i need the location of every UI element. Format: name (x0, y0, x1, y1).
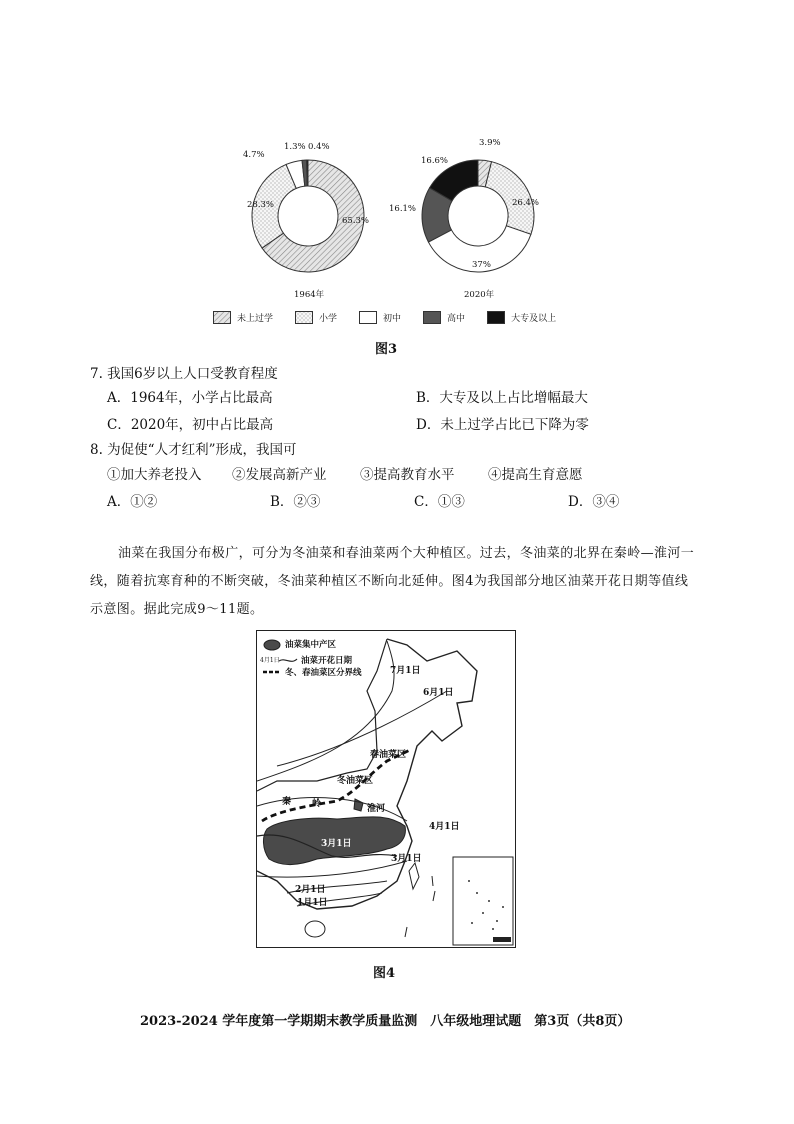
legend-item (487, 311, 556, 324)
q8-stem: 8. 为促使“人才红利”形成，我国可 (90, 442, 297, 458)
label-1964-65.3: 65.3% (342, 216, 370, 226)
q7-option-d: D．未上过学占比已下降为零 (416, 417, 589, 433)
legend-line-sample: 4月1日 (260, 657, 280, 664)
q8-item-4: ④提高生育意愿 (488, 467, 583, 483)
q8-option-a: A．①② (107, 494, 158, 510)
donut-slice (307, 160, 308, 186)
q7-option-a: A．1964年，小学占比最高 (107, 390, 273, 406)
label-2020-16.6: 16.6% (421, 156, 449, 166)
figure4-caption: 图4 (373, 966, 396, 981)
q7-option-c: C．2020年，初中占比最高 (107, 417, 274, 433)
figure4-map (256, 630, 516, 948)
label-mar1-coast: 3月1日 (391, 854, 422, 864)
label-jun1: 6月1日 (423, 688, 454, 698)
legend-boundary: 冬、春油菜区分界线 (285, 668, 362, 678)
map-drawing (257, 631, 515, 947)
legend-item (423, 311, 465, 324)
passage-line-2: 线，随着抗寒育种的不断突破，冬油菜种植区不断向北延伸。图4为我国部分地区油菜开花日期等值线 (90, 574, 689, 589)
legend-line: 油菜开花日期 (301, 656, 353, 666)
q8-item-1: ①加大养老投入 (107, 467, 202, 483)
label-2020-16.1: 16.1% (389, 204, 417, 214)
page-footer: 2023-2024 学年度第一学期期末教学质量监测 八年级地理试题 第3页（共8页） (140, 1014, 631, 1029)
label-1964-4.7: 4.7% (243, 150, 265, 160)
legend-label: 高中 (447, 314, 466, 324)
year-2020: 2020年 (464, 290, 495, 300)
q7-option-b: B．大专及以上占比增幅最大 (416, 390, 588, 406)
label-mar1-inland: 3月1日 (321, 839, 352, 849)
q8-option-b: B．②③ (270, 494, 321, 510)
q7-stem: 7. 我国6岁以上人口受教育程度 (90, 366, 278, 382)
passage-line-1: 油菜在我国分布极广，可分为冬油菜和春油菜两个大种植区。过去，冬油菜的北界在秦岭—淮河一 (118, 546, 695, 561)
label-ling: 岭 (312, 799, 322, 809)
legend-label: 未上过学 (237, 314, 274, 324)
label-huaihe: 淮河 (367, 804, 386, 814)
label-1964-1.3: 1.3% (284, 142, 306, 152)
label-2020-26.4: 26.4% (512, 198, 540, 208)
label-jan1: 1月1日 (297, 898, 328, 908)
label-qin: 秦 (282, 797, 292, 807)
donut-2020 (422, 160, 534, 272)
legend-swatch-gray (423, 311, 441, 324)
label-1964-0.4: 0.4% (308, 142, 330, 152)
legend-area: 油菜集中产区 (285, 640, 337, 650)
legend-label: 初中 (383, 314, 402, 324)
figure3-caption: 图3 (375, 342, 398, 357)
passage-line-3: 示意图。据此完成9～11题。 (90, 602, 264, 617)
label-2020-3.9: 3.9% (479, 138, 501, 148)
figure3-legend (213, 311, 556, 324)
legend-swatch-black (487, 311, 505, 324)
q8-option-c: C．①③ (414, 494, 465, 510)
label-1964-28.3: 28.3% (247, 200, 275, 210)
label-spring: 春油菜区 (370, 750, 407, 760)
legend-label: 小学 (319, 314, 338, 324)
legend-item (359, 311, 401, 324)
label-apr1: 4月1日 (429, 822, 460, 832)
q8-item-3: ③提高教育水平 (360, 467, 455, 483)
label-feb1: 2月1日 (295, 885, 326, 895)
q8-item-2: ②发展高新产业 (232, 467, 327, 483)
label-2020-37: 37% (472, 260, 491, 270)
label-winter: 冬油菜区 (337, 776, 374, 786)
q8-option-d: D．③④ (568, 494, 620, 510)
year-1964: 1964年 (294, 290, 325, 300)
legend-item (295, 311, 337, 324)
legend-swatch-hatch (213, 311, 231, 324)
legend-swatch-dots (295, 311, 313, 324)
legend-item (213, 311, 273, 324)
label-jul1: 7月1日 (390, 666, 421, 676)
legend-swatch-white (359, 311, 377, 324)
legend-label: 大专及以上 (511, 314, 557, 324)
